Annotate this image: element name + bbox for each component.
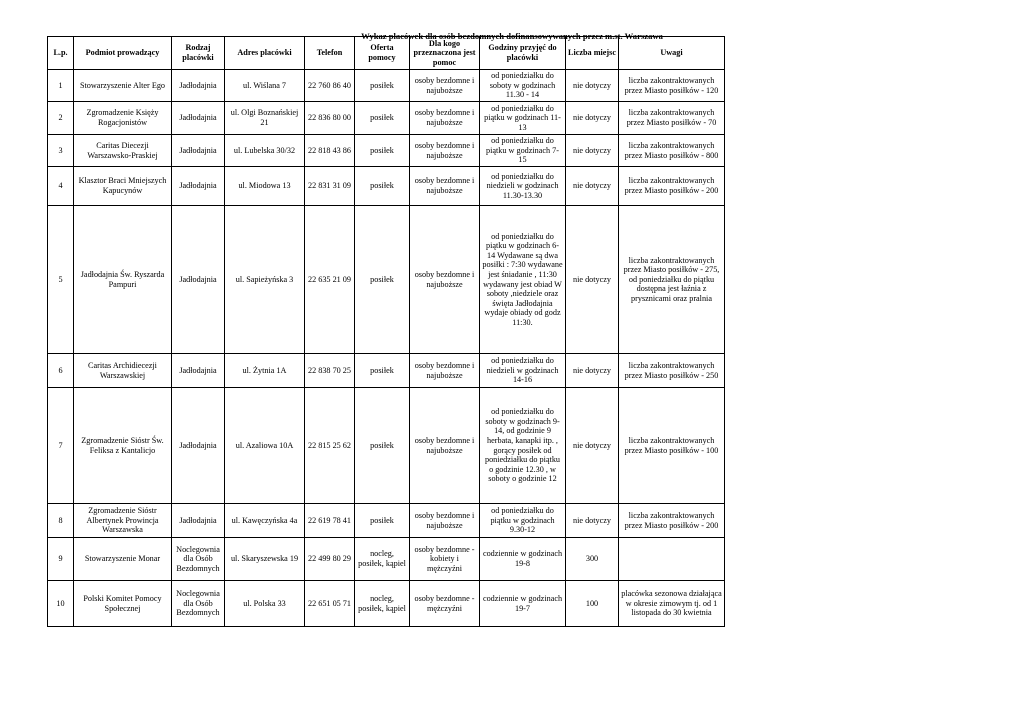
cell-oferta: posiłek — [355, 504, 410, 538]
cell-uwagi: liczba zakontraktowanych przez Miasto posiłków - 120 — [619, 70, 725, 102]
header-row — [48, 37, 725, 70]
cell-godziny: codziennie w godzinach 19-7 — [480, 581, 566, 627]
cell-liczba: nie dotyczy — [566, 167, 619, 206]
cell-dla-kogo: osoby bezdomne i najuboższe — [410, 388, 480, 504]
cell-liczba: nie dotyczy — [566, 206, 619, 354]
cell-telefon: 22 760 86 40 — [305, 70, 355, 102]
cell-lp: 10 — [48, 581, 74, 627]
cell-godziny: od poniedziałku do piątku w godzinach 9.30-12 — [480, 504, 566, 538]
cell-telefon: 22 838 70 25 — [305, 354, 355, 388]
cell-dla-kogo: osoby bezdomne - kobiety i mężczyźni — [410, 538, 480, 581]
header-rodzaj: Rodzaj placówki — [172, 37, 225, 70]
cell-adres: ul. Sapieżyńska 3 — [225, 206, 305, 354]
cell-uwagi: liczba zakontraktowanych przez Miasto posiłków - 800 — [619, 135, 725, 167]
cell-lp: 4 — [48, 167, 74, 206]
table-row — [48, 388, 725, 504]
cell-oferta: posiłek — [355, 135, 410, 167]
cell-rodzaj: Jadłodajnia — [172, 135, 225, 167]
cell-podmiot: Caritas Diecezji Warszawsko-Praskiej — [74, 135, 172, 167]
table-row — [48, 538, 725, 581]
cell-telefon: 22 836 80 00 — [305, 102, 355, 135]
table-row — [48, 581, 725, 627]
cell-oferta: posiłek — [355, 354, 410, 388]
cell-adres: ul. Kawęczyńska 4a — [225, 504, 305, 538]
cell-rodzaj: Noclegownia dla Osób Bezdomnych — [172, 538, 225, 581]
header-dla-kogo: Dla kogo przeznaczona jest pomoc — [410, 37, 480, 70]
cell-rodzaj: Jadłodajnia — [172, 167, 225, 206]
cell-uwagi: liczba zakontraktowanych przez Miasto posiłków - 100 — [619, 388, 725, 504]
cell-adres: ul. Skaryszewska 19 — [225, 538, 305, 581]
header-godziny: Godziny przyjęć do placówki — [480, 37, 566, 70]
cell-telefon: 22 831 31 09 — [305, 167, 355, 206]
cell-podmiot: Zgromadzenie Księży Rogacjonistów — [74, 102, 172, 135]
cell-uwagi: liczba zakontraktowanych przez Miasto posiłków - 250 — [619, 354, 725, 388]
cell-oferta: posiłek — [355, 167, 410, 206]
cell-lp: 3 — [48, 135, 74, 167]
cell-lp: 1 — [48, 70, 74, 102]
cell-rodzaj: Noclegownia dla Osób Bezdomnych — [172, 581, 225, 627]
table-row — [48, 70, 725, 102]
cell-podmiot: Caritas Archidiecezji Warszawskiej — [74, 354, 172, 388]
cell-telefon: 22 635 21 09 — [305, 206, 355, 354]
table-row — [48, 167, 725, 206]
cell-godziny: od poniedziałku do piątku w godzinach 6-14 Wydawane są dwa posiłki : 7:30 wydawane jest śniadanie , 11:30 wydawany jest obiad W soboty ,niedziele oraz święta Jadłodajnia wydaje obiady od godz 11:30. — [480, 206, 566, 354]
cell-liczba: nie dotyczy — [566, 70, 619, 102]
cell-lp: 6 — [48, 354, 74, 388]
cell-uwagi: liczba zakontraktowanych przez Miasto posiłków - 200 — [619, 504, 725, 538]
cell-lp: 5 — [48, 206, 74, 354]
cell-godziny: od poniedziałku do piątku w godzinach 7-15 — [480, 135, 566, 167]
cell-telefon: 22 651 05 71 — [305, 581, 355, 627]
header-telefon: Telefon — [305, 37, 355, 70]
cell-podmiot: Jadłodajnia Św. Ryszarda Pampuri — [74, 206, 172, 354]
cell-rodzaj: Jadłodajnia — [172, 504, 225, 538]
shelters-table — [47, 36, 725, 627]
cell-podmiot: Zgromadzenie Sióstr Św. Feliksa z Kantalicjo — [74, 388, 172, 504]
cell-oferta: nocleg, posiłek, kąpiel — [355, 538, 410, 581]
cell-adres: ul. Żytnia 1A — [225, 354, 305, 388]
cell-dla-kogo: osoby bezdomne i najuboższe — [410, 102, 480, 135]
cell-oferta: posiłek — [355, 102, 410, 135]
cell-uwagi: liczba zakontraktowanych przez Miasto posiłków - 200 — [619, 167, 725, 206]
cell-telefon: 22 499 80 29 — [305, 538, 355, 581]
table-row — [48, 206, 725, 354]
cell-adres: ul. Olgi Boznańskiej 21 — [225, 102, 305, 135]
cell-uwagi — [619, 538, 725, 581]
cell-dla-kogo: osoby bezdomne i najuboższe — [410, 504, 480, 538]
cell-rodzaj: Jadłodajnia — [172, 206, 225, 354]
cell-liczba: 100 — [566, 581, 619, 627]
cell-dla-kogo: osoby bezdomne i najuboższe — [410, 354, 480, 388]
cell-lp: 9 — [48, 538, 74, 581]
cell-rodzaj: Jadłodajnia — [172, 388, 225, 504]
cell-oferta: posiłek — [355, 206, 410, 354]
cell-dla-kogo: osoby bezdomne - mężczyźni — [410, 581, 480, 627]
header-uwagi: Uwagi — [619, 37, 725, 70]
cell-dla-kogo: osoby bezdomne i najuboższe — [410, 167, 480, 206]
header-podmiot: Podmiot prowadzący — [74, 37, 172, 70]
cell-liczba: nie dotyczy — [566, 354, 619, 388]
table-row — [48, 504, 725, 538]
cell-godziny: od poniedziałku do soboty w godzinach 11.30 - 14 — [480, 70, 566, 102]
cell-liczba: nie dotyczy — [566, 135, 619, 167]
cell-oferta: posiłek — [355, 388, 410, 504]
cell-rodzaj: Jadłodajnia — [172, 102, 225, 135]
cell-uwagi: liczba zakontraktowanych przez Miasto posiłków - 70 — [619, 102, 725, 135]
header-oferta: Oferta pomocy — [355, 37, 410, 70]
cell-godziny: od poniedziałku do niedzieli w godzinach 11.30-13.30 — [480, 167, 566, 206]
cell-godziny: codziennie w godzinach 19-8 — [480, 538, 566, 581]
table-row — [48, 354, 725, 388]
cell-dla-kogo: osoby bezdomne i najuboższe — [410, 70, 480, 102]
cell-adres: ul. Miodowa 13 — [225, 167, 305, 206]
header-lp: L.p. — [48, 37, 74, 70]
table-row — [48, 135, 725, 167]
cell-dla-kogo: osoby bezdomne i najuboższe — [410, 206, 480, 354]
cell-liczba: nie dotyczy — [566, 388, 619, 504]
header-liczba: Liczba miejsc — [566, 37, 619, 70]
cell-podmiot: Zgromadzenie Sióstr Albertynek Prowincja Warszawska — [74, 504, 172, 538]
cell-lp: 7 — [48, 388, 74, 504]
cell-liczba: nie dotyczy — [566, 102, 619, 135]
cell-rodzaj: Jadłodajnia — [172, 354, 225, 388]
cell-uwagi: liczba zakontraktowanych przez Miasto posiłków - 275, od poniedziałku do piątku dostępna jest łaźnia z prysznicami oraz pralnia — [619, 206, 725, 354]
cell-telefon: 22 815 25 62 — [305, 388, 355, 504]
cell-liczba: 300 — [566, 538, 619, 581]
cell-uwagi: placówka sezonowa działająca w okresie zimowym tj. od 1 listopada do 30 kwietnia — [619, 581, 725, 627]
cell-podmiot: Stowarzyszenie Alter Ego — [74, 70, 172, 102]
cell-adres: ul. Wiślana 7 — [225, 70, 305, 102]
cell-podmiot: Stowarzyszenie Monar — [74, 538, 172, 581]
cell-dla-kogo: osoby bezdomne i najuboższe — [410, 135, 480, 167]
cell-godziny: od poniedziałku do niedzieli w godzinach 14-16 — [480, 354, 566, 388]
cell-rodzaj: Jadłodajnia — [172, 70, 225, 102]
cell-adres: ul. Azaliowa 10A — [225, 388, 305, 504]
cell-oferta: nocleg, posiłek, kąpiel — [355, 581, 410, 627]
cell-telefon: 22 818 43 86 — [305, 135, 355, 167]
cell-godziny: od poniedziałku do piątku w godzinach 11-13 — [480, 102, 566, 135]
cell-godziny: od poniedziałku do soboty w godzinach 9-14, od godzinie 9 herbata, kanapki itp. , gorący posiłek od poniedziałku do piątku o godzinie 12.30 , w soboty o godzinie 12 — [480, 388, 566, 504]
cell-lp: 8 — [48, 504, 74, 538]
cell-adres: ul. Polska 33 — [225, 581, 305, 627]
cell-oferta: posiłek — [355, 70, 410, 102]
cell-lp: 2 — [48, 102, 74, 135]
cell-adres: ul. Lubelska 30/32 — [225, 135, 305, 167]
cell-podmiot: Klasztor Braci Mniejszych Kapucynów — [74, 167, 172, 206]
cell-liczba: nie dotyczy — [566, 504, 619, 538]
header-adres: Adres placówki — [225, 37, 305, 70]
cell-telefon: 22 619 78 41 — [305, 504, 355, 538]
table-row — [48, 102, 725, 135]
cell-podmiot: Polski Komitet Pomocy Społecznej — [74, 581, 172, 627]
document-title: Wykaz placówek dla osób bezdomnych dofinansowywanych przez m.st. Warszawa — [361, 31, 663, 41]
